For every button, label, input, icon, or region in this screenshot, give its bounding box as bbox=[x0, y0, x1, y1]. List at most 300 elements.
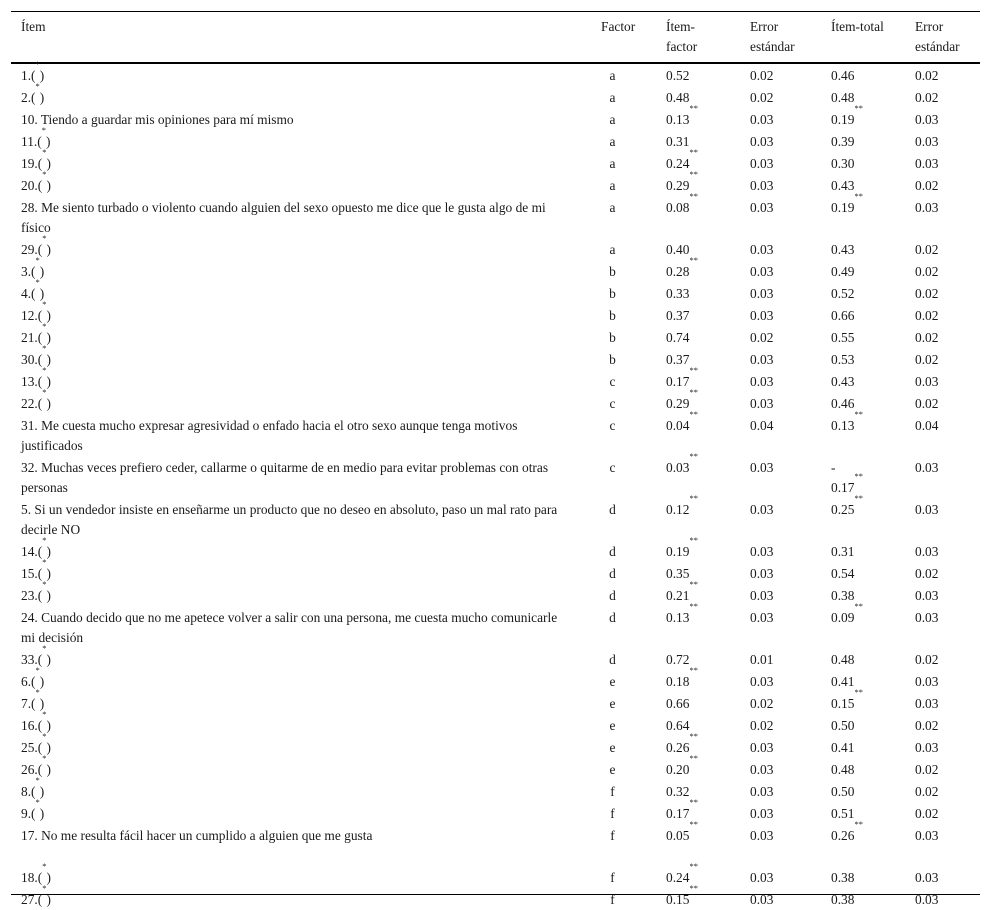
item-total-significance: ** bbox=[854, 601, 863, 611]
item-total-value: 0.38 bbox=[831, 588, 855, 603]
cell-error-1: 0.03 bbox=[750, 502, 774, 517]
cell-factor: b bbox=[609, 308, 616, 323]
cell-item-factor bbox=[666, 451, 698, 478]
cell-item-factor bbox=[666, 665, 698, 692]
item-total-value: 0.30 bbox=[831, 156, 855, 171]
cell-error-1: 0.03 bbox=[750, 396, 774, 411]
item-factor-value: 0.29 bbox=[666, 396, 690, 411]
item-total-value: 0.09 bbox=[831, 610, 855, 625]
cell-error-2: 0.02 bbox=[915, 718, 939, 733]
item-footnote-marker: * bbox=[35, 59, 40, 69]
header-item-factor bbox=[666, 17, 697, 57]
header-factor: Factor bbox=[601, 19, 636, 34]
cell-factor: c bbox=[609, 460, 616, 475]
cell-item-total bbox=[831, 819, 863, 846]
item-total-value: 0.48 bbox=[831, 762, 855, 777]
cell-item-total bbox=[831, 672, 854, 692]
item-total-value: 0.43 bbox=[831, 374, 855, 389]
cell-factor: e bbox=[609, 740, 616, 755]
cell-factor: a bbox=[609, 68, 616, 83]
table-row bbox=[11, 579, 980, 606]
cell-item-factor bbox=[666, 650, 689, 670]
cell-item-total bbox=[831, 493, 863, 520]
item-factor-significance: ** bbox=[689, 535, 698, 545]
table-row bbox=[11, 81, 980, 108]
cell-item: 7.(*) bbox=[21, 687, 45, 711]
table-row bbox=[11, 277, 980, 304]
item-factor-value: 0.26 bbox=[666, 740, 690, 755]
item-factor-significance: ** bbox=[689, 103, 698, 113]
table-row bbox=[11, 665, 980, 692]
cell-factor: c bbox=[609, 374, 616, 389]
cell-error-2: 0.02 bbox=[915, 68, 939, 83]
header-error-2 bbox=[915, 17, 960, 57]
item-factor-value: 0.33 bbox=[666, 286, 690, 301]
table-row bbox=[11, 493, 980, 540]
header-error-2-line1: Error bbox=[915, 19, 944, 34]
item-label: 5. Si un vendedor insiste en enseñarme un producto que no deseo en absoluto, paso un mal rato para decirle NO bbox=[21, 502, 558, 537]
cell-error-1: 0.03 bbox=[750, 178, 774, 193]
cell-error-2: 0.03 bbox=[915, 374, 939, 389]
table-header bbox=[11, 12, 980, 64]
cell-item-total bbox=[831, 88, 854, 108]
table-row bbox=[11, 125, 980, 152]
table-row bbox=[11, 169, 980, 196]
table-row bbox=[11, 103, 980, 130]
cell-error-2: 0.02 bbox=[915, 330, 939, 345]
cell-error-2: 0.02 bbox=[915, 762, 939, 777]
cell-error-2: 0.02 bbox=[915, 784, 939, 799]
cell-factor: a bbox=[609, 242, 616, 257]
cell-error-1: 0.03 bbox=[750, 200, 774, 215]
item-total-value: 0.43 bbox=[831, 242, 855, 257]
item-factor-significance: ** bbox=[689, 753, 698, 763]
cell-factor: d bbox=[609, 588, 616, 603]
item-factor-value: 0.24 bbox=[666, 156, 690, 171]
item-label: 10. Tiendo a guardar mis opiniones para mí mismo bbox=[21, 112, 294, 127]
item-factor-value: 0.05 bbox=[666, 828, 690, 843]
item-factor-value: 0.19 bbox=[666, 544, 690, 559]
cell-item: 23.(*) bbox=[21, 579, 51, 603]
item-total-value: 0.41 bbox=[831, 740, 855, 755]
item-factor-significance: ** bbox=[689, 255, 698, 265]
cell-item bbox=[21, 608, 561, 648]
cell-factor: d bbox=[609, 652, 616, 667]
table-row bbox=[11, 643, 980, 670]
cell-error-1: 0.03 bbox=[750, 156, 774, 171]
item-factor-significance: ** bbox=[689, 797, 698, 807]
item-footnote-marker: * bbox=[42, 147, 47, 157]
item-factor-value: 0.37 bbox=[666, 352, 690, 367]
item-total-value: 0.38 bbox=[831, 892, 855, 907]
item-label: 17. No me resulta fácil hacer un cumplido a alguien que me gusta bbox=[21, 828, 373, 843]
table-row bbox=[11, 819, 980, 866]
table-body bbox=[11, 59, 980, 910]
item-factor-value: 0.52 bbox=[666, 68, 690, 83]
cell-item: 6.(*) bbox=[21, 665, 45, 689]
cell-item-total bbox=[831, 738, 854, 758]
cell-error-2: 0.02 bbox=[915, 566, 939, 581]
cell-error-1: 0.03 bbox=[750, 286, 774, 301]
cell-item: 29.(*) bbox=[21, 233, 51, 257]
header-item-factor-line1: Ítem- bbox=[666, 19, 695, 34]
cell-item-total bbox=[831, 804, 854, 824]
cell-item-factor bbox=[666, 255, 698, 282]
cell-factor: c bbox=[609, 418, 616, 433]
header-error-1-line2: estándar bbox=[750, 39, 795, 54]
item-footnote-marker: * bbox=[35, 255, 40, 265]
cell-item: 9.(*) bbox=[21, 797, 45, 821]
item-factor-value: 0.13 bbox=[666, 610, 690, 625]
cell-item-total bbox=[831, 760, 854, 780]
cell-item-total bbox=[831, 66, 854, 86]
cell-error-1: 0.03 bbox=[750, 870, 774, 885]
item-factor-value: 0.28 bbox=[666, 264, 690, 279]
table-row bbox=[11, 409, 980, 456]
cell-error-1: 0.03 bbox=[750, 352, 774, 367]
item-label: 12. bbox=[21, 308, 38, 323]
cell-item-total bbox=[831, 586, 854, 606]
item-footnote-marker: * bbox=[35, 81, 40, 91]
item-footnote-marker: * bbox=[42, 233, 47, 243]
item-footnote-marker: * bbox=[42, 343, 47, 353]
item-factor-value: 0.35 bbox=[666, 566, 690, 581]
cell-item-total bbox=[831, 240, 854, 260]
cell-item-total bbox=[831, 650, 854, 670]
cell-factor: b bbox=[609, 264, 616, 279]
cell-error-2: 0.02 bbox=[915, 396, 939, 411]
item-factor-significance: ** bbox=[689, 819, 698, 829]
cell-factor: e bbox=[609, 762, 616, 777]
cell-error-2: 0.03 bbox=[915, 588, 939, 603]
item-total-significance: ** bbox=[854, 493, 863, 503]
cell-factor: a bbox=[609, 90, 616, 105]
cell-error-1: 0.03 bbox=[750, 308, 774, 323]
cell-item-factor bbox=[666, 564, 689, 584]
cell-item-total bbox=[831, 262, 854, 282]
item-total-significance: ** bbox=[854, 819, 863, 829]
cell-factor: d bbox=[609, 502, 616, 517]
cell-item-total bbox=[831, 716, 854, 736]
item-factor-value: 0.15 bbox=[666, 892, 690, 907]
item-label: 18. bbox=[21, 870, 38, 885]
item-total-value: 0.19 bbox=[831, 112, 855, 127]
item-factor-significance: ** bbox=[689, 861, 698, 871]
cell-item: 20.(*) bbox=[21, 169, 51, 193]
item-footnote-marker: * bbox=[41, 125, 46, 135]
table-row bbox=[11, 59, 980, 86]
item-footnote-marker: * bbox=[42, 365, 47, 375]
cell-error-1: 0.03 bbox=[750, 610, 774, 625]
cell-item-factor bbox=[666, 284, 689, 304]
item-factor-significance: ** bbox=[689, 169, 698, 179]
cell-item: 30.(*) bbox=[21, 343, 51, 367]
cell-factor: a bbox=[609, 178, 616, 193]
cell-item-factor bbox=[666, 601, 698, 628]
table-row bbox=[11, 299, 980, 326]
item-factor-value: 0.37 bbox=[666, 308, 690, 323]
cell-error-1: 0.03 bbox=[750, 762, 774, 777]
cell-error-2: 0.03 bbox=[915, 740, 939, 755]
item-total-value: 0.46 bbox=[831, 68, 855, 83]
item-label: 28. Me siento turbado o violento cuando alguien del sexo opuesto me dice que le gusta algo de mi físico bbox=[21, 200, 546, 235]
table-row bbox=[11, 451, 980, 498]
cell-factor: f bbox=[610, 828, 615, 843]
cell-item-factor bbox=[666, 782, 689, 802]
item-factor-significance: ** bbox=[689, 601, 698, 611]
cell-item bbox=[21, 198, 561, 238]
item-factor-significance: ** bbox=[689, 579, 698, 589]
item-total-significance: ** bbox=[854, 103, 863, 113]
cell-item-factor bbox=[666, 694, 689, 714]
cell-item-factor bbox=[666, 240, 689, 260]
item-total-value: 0.25 bbox=[831, 502, 855, 517]
table-row bbox=[11, 601, 980, 648]
item-factor-value: 0.17 bbox=[666, 806, 690, 821]
item-total-value: 0.41 bbox=[831, 674, 855, 689]
item-total-value: 0.50 bbox=[831, 784, 855, 799]
item-label: 9. bbox=[21, 806, 32, 821]
item-total-significance: ** bbox=[854, 687, 863, 697]
data-table bbox=[11, 11, 980, 910]
cell-item: 25.(*) bbox=[21, 731, 51, 755]
item-total-value: 0.48 bbox=[831, 90, 855, 105]
cell-factor: b bbox=[609, 330, 616, 345]
cell-item-total bbox=[831, 542, 854, 562]
cell-error-1: 0.03 bbox=[750, 544, 774, 559]
item-total-value: 0.50 bbox=[831, 718, 855, 733]
table-bottom-rule bbox=[11, 894, 980, 895]
table-row bbox=[11, 343, 980, 370]
cell-error-1: 0.03 bbox=[750, 460, 774, 475]
cell-factor: c bbox=[609, 396, 616, 411]
item-label: 3. bbox=[21, 264, 32, 279]
item-label: 19. bbox=[21, 156, 38, 171]
item-total-value: 0.19 bbox=[831, 200, 855, 215]
table-row bbox=[11, 709, 980, 736]
item-factor-significance: ** bbox=[689, 493, 698, 503]
cell-factor: f bbox=[610, 806, 615, 821]
cell-error-1: 0.03 bbox=[750, 134, 774, 149]
item-factor-significance: ** bbox=[689, 665, 698, 675]
item-footnote-marker: * bbox=[42, 861, 47, 871]
item-factor-value: 0.04 bbox=[666, 418, 690, 433]
item-factor-value: 0.20 bbox=[666, 762, 690, 777]
item-footnote-marker: * bbox=[42, 557, 47, 567]
cell-item-total bbox=[831, 868, 854, 888]
item-factor-value: 0.31 bbox=[666, 134, 690, 149]
item-footnote-marker: * bbox=[35, 775, 40, 785]
table-row bbox=[11, 191, 980, 238]
item-footnote-marker: * bbox=[42, 169, 47, 179]
cell-item-total bbox=[831, 564, 854, 584]
item-footnote-marker: * bbox=[42, 579, 47, 589]
item-total-value: 0.15 bbox=[831, 696, 855, 711]
cell-item: 3.(*) bbox=[21, 255, 45, 279]
cell-item: 14.(*) bbox=[21, 535, 51, 559]
cell-error-2: 0.02 bbox=[915, 652, 939, 667]
cell-item: 21.(*) bbox=[21, 321, 51, 345]
item-label: 32. Muchas veces prefiero ceder, callarme o quitarme de en medio para evitar problemas con otras personas bbox=[21, 460, 549, 495]
cell-item-total bbox=[831, 306, 854, 326]
item-label: 16. bbox=[21, 718, 38, 733]
item-factor-significance: ** bbox=[689, 147, 698, 157]
header-item-factor-line2: factor bbox=[666, 39, 698, 54]
item-label: 26. bbox=[21, 762, 38, 777]
cell-error-1: 0.02 bbox=[750, 90, 774, 105]
cell-error-2: 0.03 bbox=[915, 460, 939, 475]
item-factor-value: 0.48 bbox=[666, 90, 690, 105]
cell-error-1: 0.03 bbox=[750, 806, 774, 821]
item-label: 22. bbox=[21, 396, 38, 411]
cell-error-1: 0.03 bbox=[750, 242, 774, 257]
item-footnote-marker: * bbox=[35, 687, 40, 697]
item-label: 27. bbox=[21, 892, 38, 907]
cell-error-2: 0.02 bbox=[915, 178, 939, 193]
item-label: 20. bbox=[21, 178, 38, 193]
table-row bbox=[11, 557, 980, 584]
cell-error-2: 0.03 bbox=[915, 828, 939, 843]
item-total-value: 0.48 bbox=[831, 652, 855, 667]
cell-error-1: 0.03 bbox=[750, 112, 774, 127]
table-row bbox=[11, 233, 980, 260]
cell-error-2: 0.03 bbox=[915, 674, 939, 689]
cell-factor: a bbox=[609, 112, 616, 127]
cell-error-2: 0.02 bbox=[915, 286, 939, 301]
cell-error-2: 0.02 bbox=[915, 352, 939, 367]
cell-item: 2.(*) bbox=[21, 81, 45, 105]
table-row bbox=[11, 365, 980, 392]
item-footnote-marker: * bbox=[42, 535, 47, 545]
cell-item-total bbox=[831, 191, 863, 218]
cell-item: 4.(*) bbox=[21, 277, 45, 301]
cell-factor: f bbox=[610, 870, 615, 885]
item-footnote-marker: * bbox=[42, 643, 47, 653]
cell-item-factor bbox=[666, 350, 689, 370]
item-factor-value: 0.66 bbox=[666, 696, 690, 711]
cell-error-2: 0.02 bbox=[915, 806, 939, 821]
item-footnote-marker: * bbox=[42, 321, 47, 331]
cell-item-factor bbox=[666, 819, 698, 846]
item-total-value: 0.31 bbox=[831, 544, 855, 559]
item-total-value: 0.39 bbox=[831, 134, 855, 149]
item-total-value: 0.51 bbox=[831, 806, 855, 821]
cell-item: 26.(*) bbox=[21, 753, 51, 777]
item-total-value: 0.26 bbox=[831, 828, 855, 843]
cell-error-1: 0.03 bbox=[750, 374, 774, 389]
cell-error-1: 0.03 bbox=[750, 588, 774, 603]
item-factor-value: 0.40 bbox=[666, 242, 690, 257]
cell-item: 1.(*) bbox=[21, 59, 45, 83]
cell-error-1: 0.03 bbox=[750, 740, 774, 755]
cell-item-total bbox=[831, 372, 854, 392]
cell-error-2: 0.03 bbox=[915, 134, 939, 149]
item-factor-value: 0.12 bbox=[666, 502, 690, 517]
item-total-value: 0.54 bbox=[831, 566, 855, 581]
cell-item: 19.(*) bbox=[21, 147, 51, 171]
item-factor-value: 0.17 bbox=[666, 374, 690, 389]
cell-item-factor bbox=[666, 306, 689, 326]
cell-factor: d bbox=[609, 544, 616, 559]
cell-factor: f bbox=[610, 784, 615, 799]
item-label: 21. bbox=[21, 330, 38, 345]
cell-item-factor bbox=[666, 191, 698, 218]
item-footnote-marker: * bbox=[35, 665, 40, 675]
item-factor-value: 0.13 bbox=[666, 112, 690, 127]
table-row bbox=[11, 387, 980, 414]
cell-item-total bbox=[831, 328, 854, 348]
cell-factor: b bbox=[609, 352, 616, 367]
cell-item-total bbox=[831, 154, 854, 174]
cell-item: 15.(*) bbox=[21, 557, 51, 581]
cell-error-2: 0.04 bbox=[915, 418, 939, 433]
item-footnote-marker: * bbox=[42, 753, 47, 763]
cell-error-1: 0.02 bbox=[750, 718, 774, 733]
cell-error-1: 0.01 bbox=[750, 652, 774, 667]
table-row bbox=[11, 861, 980, 888]
item-label: 30. bbox=[21, 352, 38, 367]
cell-item-factor bbox=[666, 493, 698, 520]
cell-item bbox=[21, 458, 561, 498]
item-total-value: 0.38 bbox=[831, 870, 855, 885]
item-footnote-marker: * bbox=[42, 709, 47, 719]
item-footnote-marker: * bbox=[35, 277, 40, 287]
table-row bbox=[11, 797, 980, 824]
header-error-1 bbox=[750, 17, 795, 57]
cell-item-factor bbox=[666, 103, 698, 130]
cell-item-total bbox=[831, 284, 854, 304]
cell-factor: a bbox=[609, 156, 616, 171]
cell-error-2: 0.03 bbox=[915, 870, 939, 885]
cell-error-2: 0.02 bbox=[915, 242, 939, 257]
item-factor-value: 0.74 bbox=[666, 330, 690, 345]
cell-error-2: 0.03 bbox=[915, 610, 939, 625]
cell-factor: e bbox=[609, 696, 616, 711]
cell-item-factor bbox=[666, 66, 689, 86]
item-label: 2. bbox=[21, 90, 32, 105]
cell-item: 12.(*) bbox=[21, 299, 51, 323]
item-factor-value: 0.08 bbox=[666, 200, 690, 215]
cell-item: 11.(*) bbox=[21, 125, 51, 149]
item-label: 25. bbox=[21, 740, 38, 755]
item-footnote-marker: * bbox=[42, 387, 47, 397]
cell-item-factor bbox=[666, 753, 698, 780]
cell-item: 16.(*) bbox=[21, 709, 51, 733]
cell-factor: f bbox=[610, 892, 615, 907]
cell-item-factor bbox=[666, 883, 698, 910]
cell-error-1: 0.03 bbox=[750, 892, 774, 907]
cell-item-factor bbox=[666, 328, 689, 348]
cell-item bbox=[21, 826, 561, 846]
cell-item-factor bbox=[666, 409, 698, 436]
item-factor-significance: ** bbox=[689, 387, 698, 397]
cell-error-2: 0.03 bbox=[915, 544, 939, 559]
item-factor-value: 0.03 bbox=[666, 460, 690, 475]
cell-error-2: 0.02 bbox=[915, 308, 939, 323]
cell-error-1: 0.03 bbox=[750, 784, 774, 799]
cell-error-2: 0.02 bbox=[915, 90, 939, 105]
cell-item-total bbox=[831, 782, 854, 802]
cell-item-total bbox=[831, 458, 863, 498]
item-factor-significance: ** bbox=[689, 365, 698, 375]
cell-item-factor bbox=[666, 716, 689, 736]
header-item-total: Ítem-total bbox=[831, 19, 884, 34]
table-row bbox=[11, 147, 980, 174]
item-factor-significance: ** bbox=[689, 731, 698, 741]
item-label: 4. bbox=[21, 286, 32, 301]
item-total-value: 0.55 bbox=[831, 330, 855, 345]
cell-item-total bbox=[831, 601, 863, 628]
